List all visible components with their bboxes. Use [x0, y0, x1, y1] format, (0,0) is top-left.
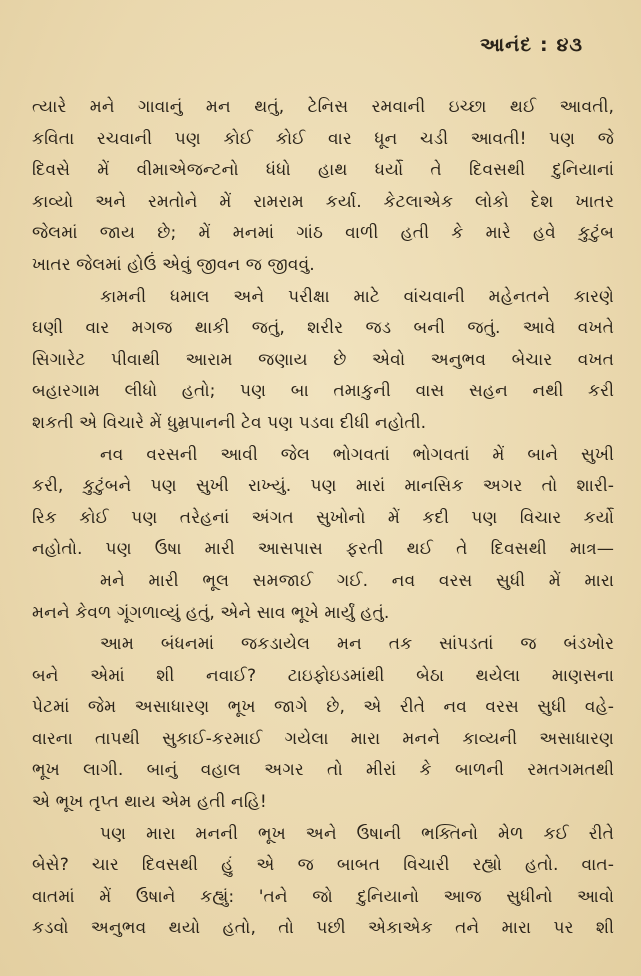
- text-line: નહોતો. પણ ઉષા મારી આસપાસ ફરતી થઈ તે દિવસથી માત્ર—: [32, 539, 614, 560]
- text-line: પેટમાં જેમ અસાધારણ ભૂખ જાગે છે, એ રીતે નવ વરસ સુધી વહે-: [32, 697, 614, 718]
- page-number: ૪૩: [556, 34, 583, 56]
- text-line: કડવો અનુભવ થયો હતો, તો પછી એકાએક તને મારા પર શી: [32, 918, 614, 939]
- text-line: બને એમાં શી નવાઈ? ટાઇફોઇડમાંથી બેઠા થયેલા માણસના: [32, 665, 614, 686]
- running-header: [480, 34, 583, 56]
- text-line: કરી, કુટુંબને પણ સુખી રાખ્યું. પણ મારાં માનસિક અગર તો શારી-: [32, 476, 614, 497]
- text-line: વારના તાપથી સુકાઈ-કરમાઈ ગયેલા મારા મનને કાવ્યની અસાધારણ: [32, 728, 614, 749]
- body-text: [32, 92, 614, 945]
- header-separator: :: [539, 34, 549, 56]
- text-line: દિવસે મેં વીમાએજન્ટનો ધંધો હાથ ધર્યો તે દિવસથી દુનિયાનાં: [32, 160, 614, 181]
- paragraph-start-line: કામની ધમાલ અને પરીક્ષા માટે વાંચવાની મહેનતને કારણે: [100, 286, 614, 307]
- paragraph-start-line: આમ બંધનમાં જકડાયેલ મન તક સાંપડતાં જ બંડખોર: [100, 634, 614, 655]
- paragraph-start-line: નવ વરસની આવી જેલ ભોગવતાં ભોગવતાં મેં બાને સુખી: [100, 444, 614, 465]
- text-line: ઘણી વાર મગજ થાકી જતું, શરીર જડ બની જતું. આવે વખતે: [32, 318, 614, 339]
- text-line: કવિતા રચવાની પણ કોઈ કોઈ વાર ધૂન ચડી આવતી! પણ જે: [32, 128, 614, 149]
- text-line: વાતમાં મેં ઉષાને કહ્યું: 'તને જો દુનિયાનો આજ સુધીનો આવો: [32, 886, 614, 907]
- text-line: ખાતર જેલમાં હોઉં એવું જીવન જ જીવવું.: [32, 254, 315, 275]
- text-line: મને મારી ભૂલ સમજાઈ ગઈ. નવ વરસ સુધી મેં મારા: [100, 570, 614, 591]
- text-line: શકતી એ વિચારે મેં ધુમ્રપાનની ટેવ પણ પડવા દીધી નહોતી.: [32, 412, 427, 433]
- text-line: બહારગામ લીધો હતો; પણ બા તમાકુની વાસ સહન નથી કરી: [32, 381, 614, 402]
- header-title: આનંદ: [480, 34, 532, 56]
- text-line: બેસે? ચાર દિવસથી હું એ જ બાબત વિચારી રહ્યો હતો. વાત-: [32, 855, 614, 876]
- text-line: ભૂખ લાગી. બાનું વહાલ અગર તો મીરાં કે બાળની રમતગમતથી: [32, 760, 614, 781]
- text-line: મનને કેવળ ગૂંગળાવ્યું હતું, એને સાવ ભૂખે માર્યું હતું.: [32, 602, 390, 623]
- text-line: ત્યારે મને ગાવાનું મન થતું, ટેનિસ રમવાની ઇચ્છા થઈ આવતી,: [32, 97, 614, 117]
- text-line: જેલમાં જાય છે; મેં મનમાં ગાંઠ વાળી હતી કે મારે હવે કુટુંબ: [32, 223, 614, 244]
- text-line: કાવ્યો અને રમતોને મેં રામરામ કર્યા. કેટલાએક લોકો દેશ ખાતર: [32, 191, 614, 212]
- text-line: રિક કોઈ પણ તરેહનાં અંગત સુખોનો મેં કદી પણ વિચાર કર્યો: [32, 507, 614, 528]
- text-line: એ ભૂખ તૃપ્ત થાય એમ હતી નહિ!: [32, 792, 267, 813]
- text-line: સિગારેટ પીવાથી આરામ જણાય છે એવો અનુભવ બેચાર વખત: [32, 349, 614, 370]
- paragraph-start-line: પણ મારા મનની ભૂખ અને ઉષાની ભક્તિનો મેળ કઈ રીતે: [100, 823, 614, 844]
